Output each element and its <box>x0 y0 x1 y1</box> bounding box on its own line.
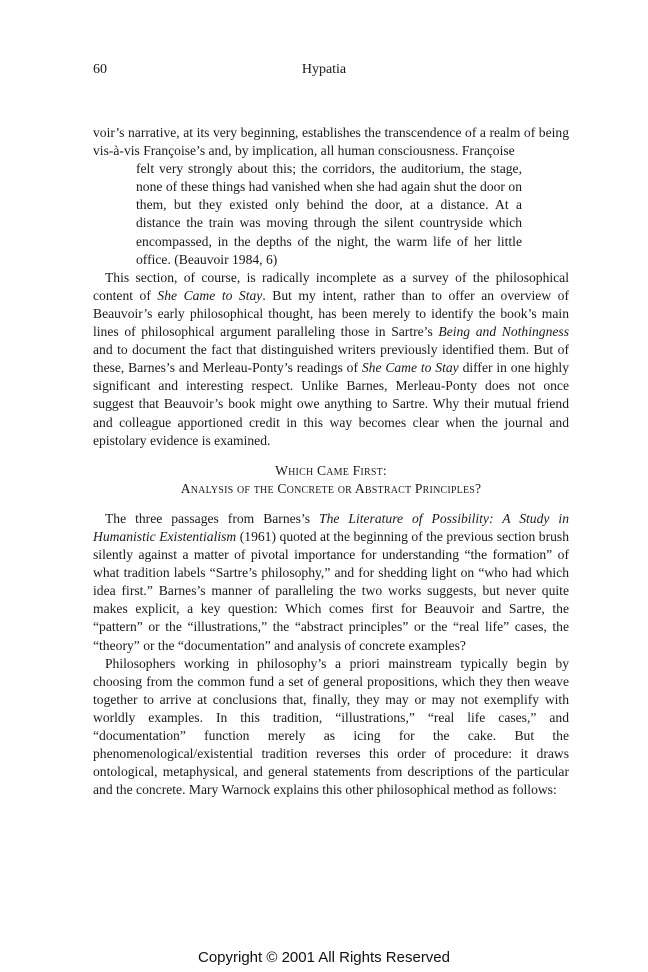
running-head: Hypatia <box>301 62 347 77</box>
paragraph-continued: voir’s narrative, at its very beginning, establishes the transcendence of a realm of being vis-à-vis Françoise’s and, by implication, all human consciousness. Françoise <box>93 125 569 159</box>
block-quote: felt very strongly about this; the corridors, the auditorium, the stage, none of these things had vanished when she had again shut the door on them, but they existed only behind the door, at a distance. At a distance the train was moving through the silent countryside which encompassed, in the depths of the night, the warm life of her little office. (Beauvoir 1984, 6) <box>136 161 522 267</box>
paragraph-method: Philosophers working in philosophy’s a priori mainstream typically begin by choosing from the common fund a set of general propositions, which they then weave together to arrive at conclusions that, finally, they may or may not exemplify with worldly examples. In this tradition, “illustrations,” “real life cases,” and “documentation” function merely as icing for the cake. But the phenomenological/existential tradition reverses this order of procedure: it draws ontological, metaphysical, and general statements from descriptions of the particular and the concrete. Mary Warnock explains this other philosophical method as follows: <box>93 655 569 798</box>
page-number: 60 <box>93 62 107 77</box>
section-heading <box>93 462 569 498</box>
copyright-footer: Copyright © 2001 All Rights Reserved <box>197 949 450 966</box>
article-body <box>93 124 569 799</box>
paragraph-survey: This section, of course, is radically incomplete as a survey of the philosophical content of She Came to Stay. But my intent, rather than to offer an overview of Beauvoir’s early philosophical thought, has been merely to identify the book’s main lines of philosophical argument paralleling those in Sartre’s Being and Nothingness and to document the fact that distinguished writers previously identified them. But of these, Barnes’s and Merleau-Ponty’s readings of She Came to Stay differ in one highly significant and interesting respect. Unlike Barnes, Merleau-Ponty does not once suggest that Beauvoir’s book might owe anything to Sartre. Why their mutual friend and colleague apportioned credit in this way becomes clear when the journal and epistolary evidence is examined. <box>93 269 569 448</box>
section-heading-line2: Analysis of the Concrete or Abstract Principles? <box>180 480 482 496</box>
section-heading-line1: Which Came First: <box>275 462 387 478</box>
paragraph-barnes: The three passages from Barnes’s The Literature of Possibility: A Study in Humanistic Existentialism (1961) quoted at the beginning of the previous section brush silently against a matter of pivotal importance for understanding “the formation” of what tradition labels “Sartre’s philosophy,” and for shedding light on “who had which idea first.” Barnes’s manner of paralleling the two works suggests, but never quite makes explicit, a key question: Which comes first for Beauvoir and Sartre, the “pattern” or the “illustrations,” the “abstract principles” or the “real life” cases, the “theory” or the “documentation” and analysis of concrete examples? <box>93 510 569 653</box>
